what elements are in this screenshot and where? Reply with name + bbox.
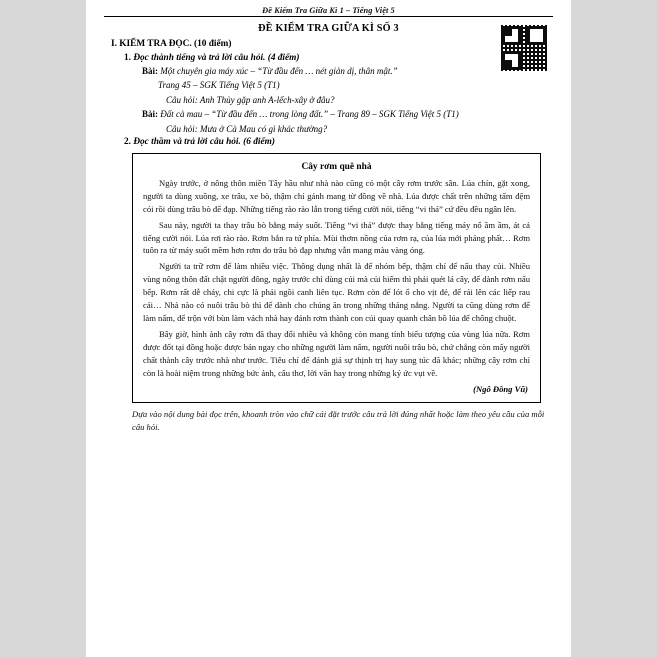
task-1-line-2-text: Trang 45 – SGK Tiếng Việt 5 (T1) <box>158 80 280 91</box>
task-1-line-1 <box>142 65 549 77</box>
task-2-number: 2. <box>124 137 131 148</box>
task-1-line-5 <box>166 123 549 135</box>
section-label: I. KIỂM TRA ĐỌC. <box>111 39 192 49</box>
task-2-points: (6 điểm) <box>243 137 275 148</box>
section-points: (10 điểm) <box>194 39 232 49</box>
qr-code-icon <box>501 25 547 71</box>
reading-paragraph: Người ta trữ rơm để làm nhiều việc. Thông dụng nhất là để nhóm bếp, thậm chí để nấu thay củi. Nhiều vùng nông thôn đất chật người đông, ngày trước chỉ dùng củi mà củi hiếm thì phải quét lá cây, để dành rơm nấu bếp. Rơm rất dễ cháy, chi cực là phải ngồi canh liên tục. Rơm còn để lót ổ cho vịt đẻ, để rải lên các liếp rau cải… Nhà nào có nuôi trâu bò thì để dành cho chúng ăn trong những tháng nắng. Người ta cũng dùng rơm để làm nấm, để trộn với bùn làm vách nhà hay đánh rơm thành con cúi quay quanh chân bồ lúa để chống chuột. <box>143 261 530 323</box>
reading-passage-box <box>132 153 541 403</box>
task-1-line-3 <box>166 94 549 106</box>
reading-paragraph: Bây giờ, hình ảnh cây rơm đã thay đổi nhiều và không còn mang tính biểu tượng của vùng lúa nữa. Rơm được đốt tại đồng hoặc được bán ngay cho những người làm nấm, người nuôi trâu bò, chứ chẳng còn mấy người chất thành cây trước nhà như trước. Tiêu chí để đánh giá sự thịnh trị hay sung túc đã khác; những cây rơm chỉ còn là hoài niệm trong những bức ảnh, câu thơ, lời văn hay trong những ký ức vụt về. <box>143 328 530 378</box>
task-1-points: (4 điểm) <box>267 53 300 63</box>
task-1-line-4-text: Đất cà mau – “Từ đầu đến … trong lòng đất.” – Trang 89 – SGK Tiếng Việt 5 (T1) <box>160 109 459 120</box>
reading-paragraph: Ngày trước, ở nông thôn miền Tây hầu như nhà nào cũng có một cây rơm trước sân. Lúa chín, gặt xong, người ta dùng xuồng, xe trâu, xe bò, thậm chí gánh mang từ đồng về nhà. Lúa được chất trên những tấm đệm cói rồi dùng trâu bò để đạp. Những tiếng rào rào lẫn trong tiếng cười nói, tiếng “vi thá” cứ đều đều ngân lên. <box>143 178 530 214</box>
instruction-note: Dựa vào nội dung bài đọc trên, khoanh tròn vào chữ cái đặt trước câu trả lời đúng nhất hoặc làm theo yêu cầu của mỗi câu hỏi. <box>132 409 545 432</box>
task-1-line-5-text: Câu hỏi: Mưa ở Cà Mau có gì khác thường? <box>166 123 328 134</box>
task-1-heading <box>124 53 549 63</box>
task-1-line-2 <box>158 79 549 91</box>
reading-paragraph: Sau này, người ta thay trâu bò bằng máy suốt. Tiếng “vi thá” được thay bằng tiếng máy nổ ầm ầm, át cả tiếng cười nói. Lúa rơi rào rào. Rơm bắn ra tứ phía. Mùi thơm nồng của rơm rạ, của lúa mới phảng phất… Rơm tuôn ra từ máy suốt mềm hơn rơm do trâu bò đạp nhưng vẫn mang màu vàng óng. <box>143 219 530 256</box>
task-2-heading <box>124 137 549 147</box>
task-2-title: Đọc thầm và trả lời câu hỏi. <box>133 137 241 148</box>
task-1-line-1-text: Một chuyên gia máy xúc – “Từ đầu đến … nét giản dị, thân mật.” <box>160 66 398 76</box>
task-1-line-3-text: Câu hỏi: Anh Thủy gặp anh A-lếch-xây ở đâu? <box>166 94 335 105</box>
task-1-line-4 <box>142 108 549 120</box>
task-1-number: 1. <box>124 53 131 63</box>
reading-title: Cây rơm quê nhà <box>301 162 372 173</box>
section-heading <box>111 39 549 49</box>
task-1-line-1-label: Bài: <box>142 66 159 76</box>
task-1-line-4-label: Bài: <box>142 109 159 120</box>
page-title: ĐỀ KIỂM TRA GIỮA KÌ SỐ 3 <box>258 23 399 34</box>
task-1-title: Đọc thành tiếng và trả lời câu hỏi. <box>133 53 266 63</box>
document-page <box>86 0 571 657</box>
running-head: Đề Kiểm Tra Giữa Kì 1 – Tiếng Việt 5 <box>262 6 395 15</box>
header-divider <box>104 16 553 17</box>
reading-author: (Ngô Đồng Vũ) <box>473 384 528 395</box>
